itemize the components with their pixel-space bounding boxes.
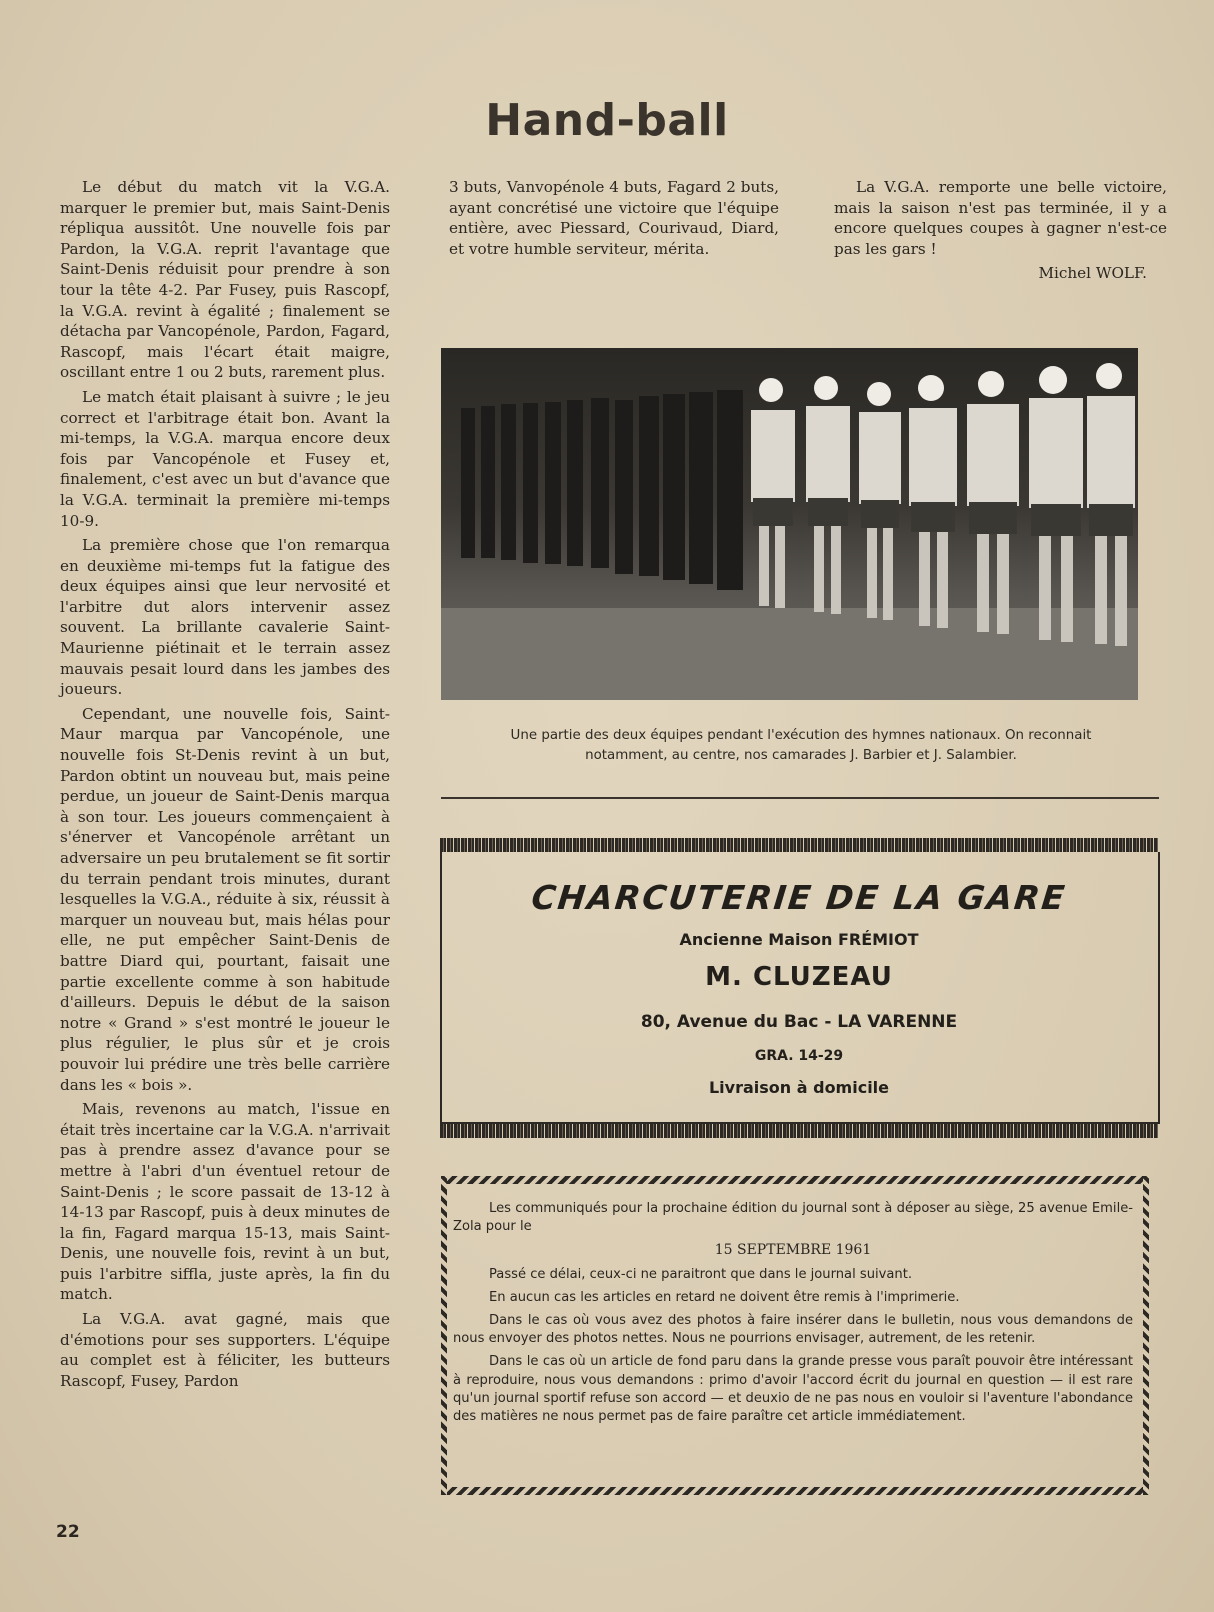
notice-date: 15 SEPTEMBRE 1961 xyxy=(714,1242,872,1259)
notice-paragraph: Passé ce délai, ceux-ci ne paraitront que dans le journal suivant. xyxy=(489,1266,913,1282)
notice-box xyxy=(441,1176,1149,1495)
notice-paragraph: Dans le cas où vous avez des photos à faire insérer dans le bulletin, nous vous demandons de nous envoyer des photos nettes. Nous ne pourrions envisager, autrement, de les retenir. xyxy=(453,1313,1133,1347)
ad-border-bottom xyxy=(440,1124,1158,1138)
author-signature: Michel WOLF. xyxy=(1038,264,1147,283)
photo-caption xyxy=(441,726,1161,766)
paragraph: La V.G.A. avat gagné, mais que d'émotions pour ses supporters. L'équipe au complet est à féliciter, les butteurs Rascopf, Fusey, Pardon xyxy=(60,1310,390,1390)
team-photo xyxy=(441,348,1138,700)
notice-border-bottom xyxy=(441,1487,1149,1495)
notice-paragraph: Les communiqués pour la prochaine édition du journal sont à déposer au siège, 25 avenue Emile-Zola pour le xyxy=(453,1201,1133,1235)
article-column-2 xyxy=(449,177,779,259)
paragraph: La première chose que l'on remarqua en deuxième mi-temps fut la fatigue des deux équipes ainsi que leur nervosité et l'arbitre dut alors intervenir assez souvent. La brillante cavalerie Saint-Maurienne piétinait et le terrain assez mauvais pesait lourd dans les jambes des joueurs. xyxy=(60,536,390,699)
notice-border-top xyxy=(441,1176,1149,1184)
notice-border-right xyxy=(1143,1176,1149,1495)
paragraph: La V.G.A. remporte une belle victoire, mais la saison n'est pas terminée, il y a encore quelques coupes à gagner n'est-ce pas les gars ! xyxy=(834,178,1167,258)
notice-border-left xyxy=(441,1176,447,1495)
notice-paragraph: Dans le cas où un article de fond paru dans la grande presse vous paraît pouvoir être intéressant à reproduire, nous vous demandons : primo d'avoir l'accord écrit du journal en question — il est rare qu'un journal sportif refuse son accord — et deuxio de ne pas nous en vouloir si l'aventure l'abondance des matières ne nous permet pas de faire paraître cet article immédiatement. xyxy=(453,1354,1133,1425)
advertisement xyxy=(440,838,1158,1138)
article-title: Hand-ball xyxy=(485,95,729,146)
caption-line: Une partie des deux équipes pendant l'exécution des hymnes nationaux. On reconnait xyxy=(510,728,1092,743)
paragraph: Mais, revenons au match, l'issue en était très incertaine car la V.G.A. n'arrivait pas à prendre assez d'avance pour se mettre à l'abri d'un éventuel retour de Saint-Denis ; le score passait de 13-12 à 14-13 par Rascopf, puis à deux minutes de la fin, Fagard marqua 15-13, mais Saint-Denis, une nouvelle fois, revint à un but, puis l'arbitre siffla, juste après, la fin du match. xyxy=(60,1100,390,1304)
ad-former-name: Ancienne Maison FRÉMIOT xyxy=(679,930,919,949)
ad-border-top xyxy=(440,838,1158,852)
article-column-1 xyxy=(60,177,390,1395)
paragraph: 3 buts, Vanvopénole 4 buts, Fagard 2 buts, ayant concrétisé une victoire que l'équipe entière, avec Piessard, Courivaud, Diard, et votre humble serviteur, mérita. xyxy=(449,178,779,258)
notice-text xyxy=(453,1200,1133,1431)
notice-paragraph: En aucun cas les articles en retard ne doivent être remis à l'imprimerie. xyxy=(489,1289,960,1305)
divider xyxy=(441,797,1159,799)
paragraph: Cependant, une nouvelle fois, Saint-Maur marqua par Vancopénole, une nouvelle fois St-Denis revint à un but, Pardon obtint un nouveau but, mais peine perdue, un joueur de Saint-Denis marqua à son tour. Les joueurs commençaient à s'énerver et Vancopénole arrêtant un adversaire un peu brutalement se fit sortir du terrain pendant trois minutes, durant lesquelles la V.G.A., réduite à six, réussit à marquer un nouveau but, mais hélas pour elle, ne put empêcher Saint-Denis de battre Diard qui, pourtant, faisait une partie excellente comme à son habitude d'ailleurs. Depuis le début de la saison notre « Grand » s'est montré le joueur le plus régulier, le plus sûr et je crois pouvoir lui prédire une très belle carrière dans les « bois ». xyxy=(60,704,390,1094)
team-photo-illustration xyxy=(441,348,1138,700)
ad-delivery: Livraison à domicile xyxy=(708,1078,890,1097)
ad-owner: M. CLUZEAU xyxy=(705,962,893,992)
article-column-3 xyxy=(834,177,1167,284)
ad-phone: GRA. 14-29 xyxy=(754,1048,844,1064)
ad-business-name: CHARCUTERIE DE LA GARE xyxy=(529,878,1069,917)
paragraph: Le début du match vit la V.G.A. marquer le premier but, mais Saint-Denis répliqua aussitôt. Une nouvelle fois par Pardon, la V.G.A. reprit l'avantage que Saint-Denis réduisit pour prendre à son tour la tête 4-2. Par Fusey, puis Rascopf, la V.G.A. revint à égalité ; finalement se détacha par Vancopénole, Pardon, Fagard, Rascopf, mais l'écart était maigre, oscillant entre 1 ou 2 buts, rarement plus. xyxy=(60,178,390,382)
ad-address: 80, Avenue du Bac - LA VARENNE xyxy=(640,1012,958,1032)
page-number: 22 xyxy=(56,1522,80,1542)
paragraph: Le match était plaisant à suivre ; le jeu correct et l'arbitrage était bon. Avant la mi-temps, la V.G.A. marqua encore deux fois par Vancopénole et Fusey et, finalement, c'est avec un but d'avance que la V.G.A. terminait la première mi-temps 10-9. xyxy=(60,387,390,530)
caption-line: notamment, au centre, nos camarades J. Barbier et J. Salambier. xyxy=(585,748,1017,763)
